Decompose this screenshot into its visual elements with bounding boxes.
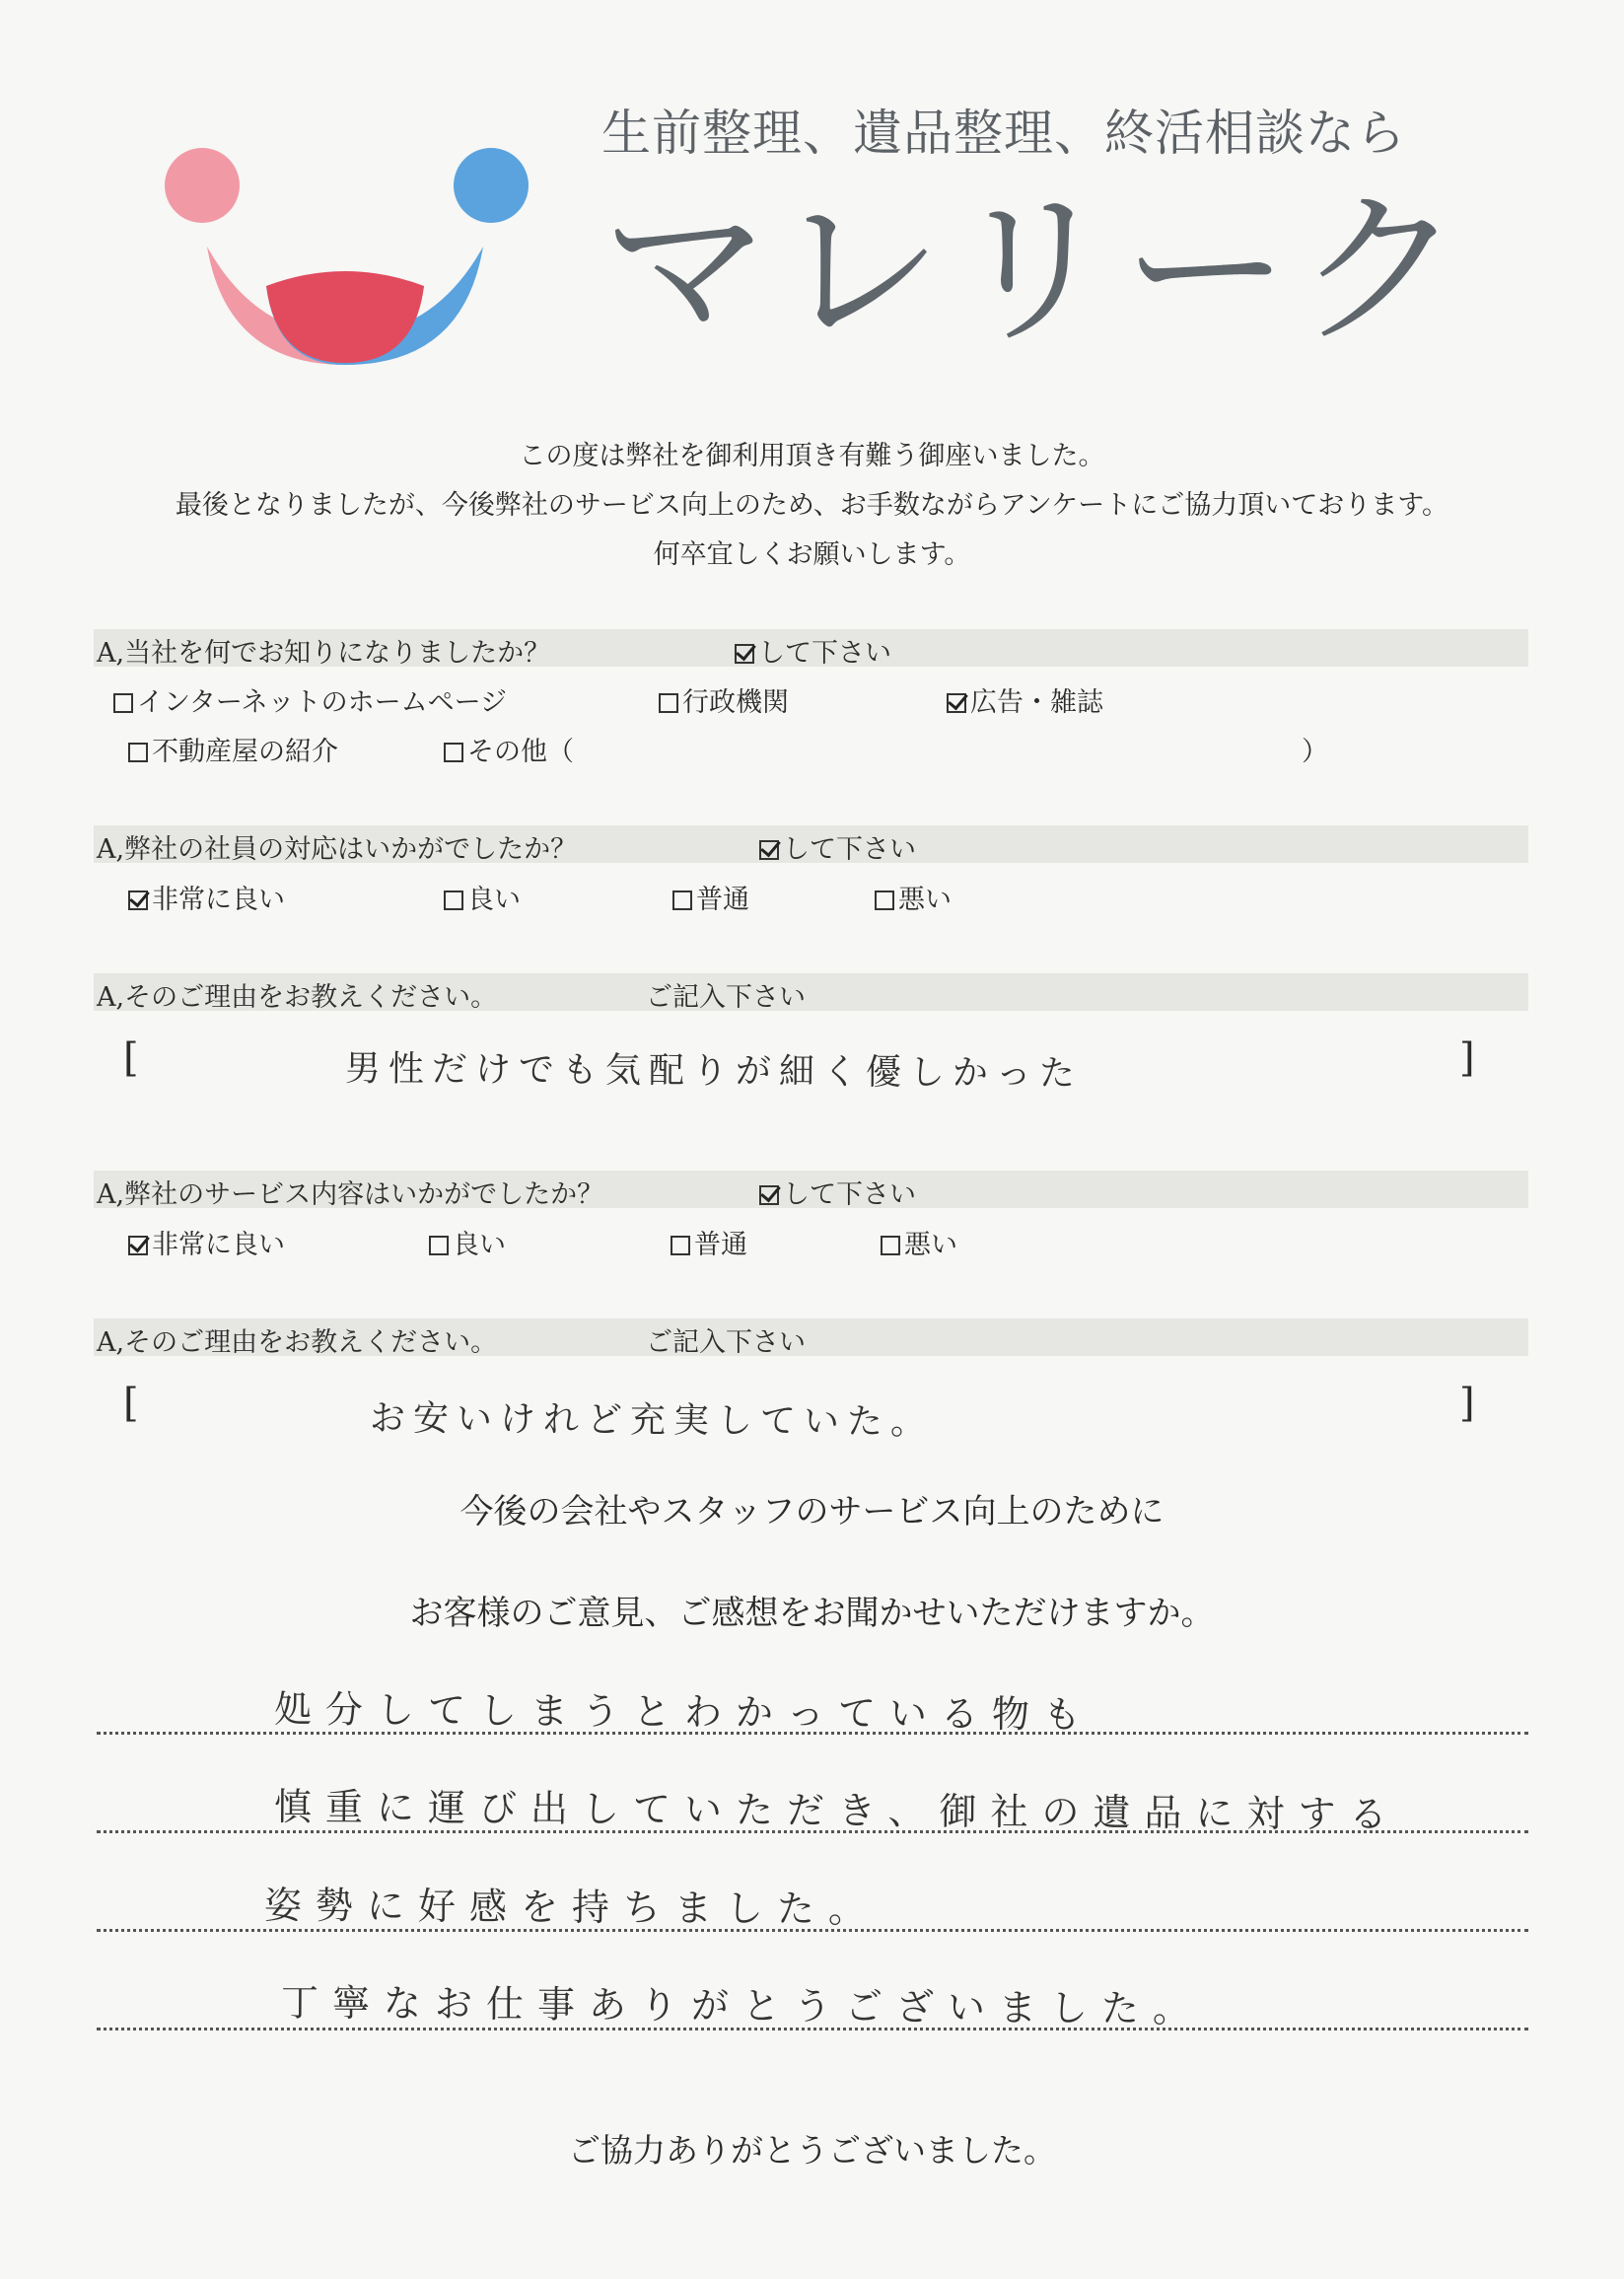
- question-3: A,そのご理由をお教えください。: [97, 982, 498, 1013]
- ruled-line: [97, 1732, 1528, 1735]
- brand-name: マレリーク: [601, 174, 1470, 369]
- option-real-estate[interactable]: 不動産屋の紹介: [128, 730, 338, 768]
- checkbox-icon[interactable]: [128, 1236, 148, 1255]
- comment-line-2: 慎重に運び出していただき、御社の遺品に対する: [273, 1785, 1401, 1836]
- company-logo: [148, 138, 542, 375]
- ruled-line: [97, 1929, 1528, 1932]
- comment-prompt-line-1: 今後の会社やスタッフのサービス向上のために: [459, 1492, 1165, 1531]
- intro-line-1: この度は弊社を御利用頂き有難う御座いました。: [519, 441, 1105, 471]
- option-other[interactable]: その他（: [444, 730, 574, 768]
- instruction-4: して下さい: [759, 1173, 916, 1211]
- intro-line-3: 何卒宜しくお願いします。: [653, 539, 971, 570]
- checkbox-icon[interactable]: [128, 743, 148, 762]
- checkbox-icon[interactable]: [947, 693, 966, 713]
- comment-line-1: 処分してしまうとわかっている物も: [273, 1687, 1095, 1737]
- question-2: A,弊社の社員の対応はいかがでしたか？: [97, 834, 578, 865]
- tagline: 生前整理、遺品整理、終活相談なら: [601, 105, 1406, 162]
- bracket-close: ]: [1459, 1035, 1475, 1081]
- q4-option-excellent[interactable]: 非常に良い: [128, 1223, 285, 1261]
- comment-line-3: 姿勢に好感を持ちました。: [263, 1883, 881, 1932]
- checkbox-icon[interactable]: [672, 890, 692, 910]
- comment-prompt-line-2: お客様のご意見、ご感想をお聞かせいただけますか。: [409, 1594, 1215, 1633]
- comment-line-4: 丁寧なお仕事ありがとうございました。: [280, 1980, 1205, 2031]
- q4-option-average[interactable]: 普通: [671, 1223, 747, 1261]
- bracket-open: [: [123, 1381, 139, 1426]
- q2-option-excellent[interactable]: 非常に良い: [128, 878, 285, 916]
- question-5: A,そのご理由をお教えください。: [97, 1327, 498, 1358]
- instruction-3: ご記入下さい: [646, 982, 806, 1013]
- checkbox-icon[interactable]: [444, 743, 463, 762]
- bracket-open: [: [123, 1035, 139, 1081]
- instruction-2: して下さい: [759, 827, 916, 866]
- checkbox-icon[interactable]: [881, 1236, 900, 1255]
- checkbox-icon[interactable]: [875, 890, 894, 910]
- logo-pink-dot: [165, 148, 240, 223]
- handwritten-answer-5: お安いけれど充実していた。: [369, 1398, 935, 1443]
- checkbox-icon[interactable]: [659, 693, 678, 713]
- q2-option-good[interactable]: 良い: [444, 878, 521, 916]
- q4-option-good[interactable]: 良い: [429, 1223, 506, 1261]
- checkbox-icon[interactable]: [444, 890, 463, 910]
- instruction-1: して下さい: [735, 631, 891, 670]
- question-4: A,弊社のサービス内容はいかがでしたか？: [97, 1179, 604, 1210]
- question-1: A,当社を何でお知りになりましたか？: [97, 638, 551, 669]
- closing-message: ご協力ありがとうございました。: [568, 2131, 1056, 2170]
- checkbox-icon[interactable]: [128, 890, 148, 910]
- checkbox-icon[interactable]: [113, 693, 133, 713]
- q4-option-bad[interactable]: 悪い: [881, 1223, 957, 1261]
- handwritten-answer-3: 男性だけでも気配りが細く優しかった: [344, 1048, 1084, 1095]
- other-close-paren: ）: [1302, 737, 1328, 767]
- logo-blue-dot: [454, 148, 529, 223]
- checkbox-icon: [759, 1185, 779, 1205]
- bracket-close: ]: [1459, 1381, 1475, 1426]
- option-internet[interactable]: インターネットのホームページ: [113, 680, 507, 719]
- ruled-line: [97, 1830, 1528, 1833]
- option-government[interactable]: 行政機関: [659, 680, 789, 719]
- checkbox-icon: [759, 840, 779, 860]
- checkbox-icon[interactable]: [671, 1236, 690, 1255]
- instruction-5: ご記入下さい: [646, 1327, 806, 1358]
- checkbox-icon: [735, 644, 754, 664]
- q2-option-average[interactable]: 普通: [672, 878, 749, 916]
- option-advertisement[interactable]: 広告・雑誌: [947, 680, 1103, 719]
- checkbox-icon[interactable]: [429, 1236, 449, 1255]
- intro-line-2: 最後となりましたが、今後弊社のサービス向上のため、お手数ながらアンケートにご協力頂いております。: [175, 490, 1449, 521]
- ruled-line: [97, 2028, 1528, 2030]
- q2-option-bad[interactable]: 悪い: [875, 878, 952, 916]
